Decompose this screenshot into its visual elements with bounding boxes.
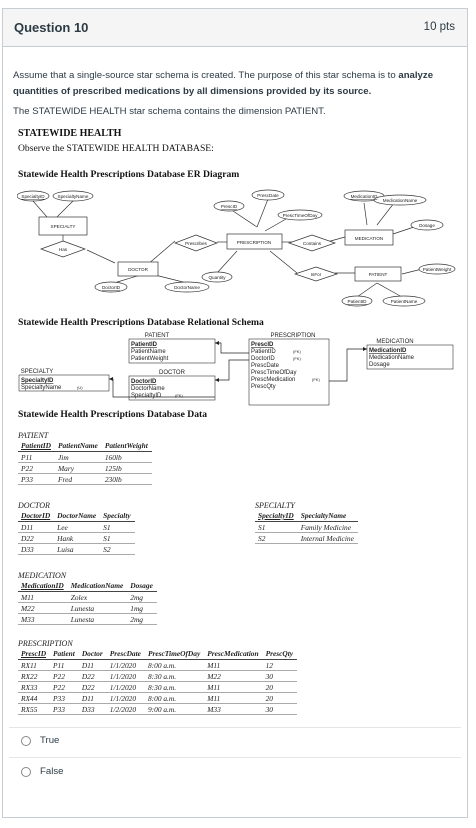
prompt-bold-analyze: analyze bbox=[398, 70, 434, 81]
table-row bbox=[18, 682, 297, 693]
svg-text:SpecialtyID: SpecialtyID bbox=[21, 378, 54, 384]
table-header: PrescID bbox=[18, 648, 50, 660]
table-header: PrescDate bbox=[107, 648, 145, 660]
table-header: SpecialtyName bbox=[298, 510, 358, 522]
svg-text:SPECIALTY: SPECIALTY bbox=[20, 369, 54, 375]
table-cell: M11 bbox=[204, 693, 262, 704]
table-cell: D11 bbox=[18, 522, 54, 533]
svg-text:PatientWeight: PatientWeight bbox=[422, 267, 452, 272]
table-cell: RX55 bbox=[18, 704, 50, 715]
table-cell: 8:30 a.m. bbox=[145, 682, 204, 693]
svg-text:MedicationName: MedicationName bbox=[382, 198, 418, 203]
svg-text:PrescDate: PrescDate bbox=[257, 193, 279, 198]
prescription-table-block bbox=[18, 639, 297, 715]
table-cell: M22 bbox=[18, 603, 68, 614]
answer-option-false[interactable] bbox=[21, 766, 63, 777]
svg-text:DoctorName: DoctorName bbox=[131, 386, 165, 392]
relational-schema-title: Statewide Health Prescriptions Database Relational Schema bbox=[18, 317, 264, 328]
patient-table-caption: PATIENT bbox=[18, 431, 49, 440]
specialty-table-caption: SPECIALTY bbox=[255, 501, 295, 510]
table-row bbox=[18, 671, 297, 682]
table-row bbox=[18, 474, 152, 485]
svg-text:SpecialtyID: SpecialtyID bbox=[131, 393, 162, 399]
table-row bbox=[18, 533, 135, 544]
answer-option-true[interactable] bbox=[21, 735, 59, 746]
table-cell: Fred bbox=[55, 474, 102, 485]
figure-heading: STATEWIDE HEALTH bbox=[18, 128, 122, 139]
table-cell: Lee bbox=[54, 522, 100, 533]
table-cell: Mary bbox=[55, 463, 102, 474]
svg-text:PatientWeight: PatientWeight bbox=[131, 356, 169, 362]
svg-text:(FK): (FK) bbox=[312, 377, 320, 382]
table-cell: Internal Medicine bbox=[298, 533, 358, 544]
relational-schema bbox=[17, 331, 457, 407]
svg-text:(FK): (FK) bbox=[293, 356, 301, 361]
table-cell: P33 bbox=[50, 693, 79, 704]
medication-table bbox=[18, 580, 157, 625]
figure-subheading: Observe the STATEWIDE HEALTH DATABASE: bbox=[18, 143, 214, 154]
table-cell: D22 bbox=[18, 533, 54, 544]
specialty-table bbox=[255, 510, 358, 544]
table-header: SpecialtyID bbox=[255, 510, 298, 522]
doctor-table bbox=[18, 510, 135, 555]
question-points: 10 pts bbox=[423, 21, 455, 33]
svg-text:PATIENT: PATIENT bbox=[368, 272, 388, 277]
table-header: PrescMedication bbox=[204, 648, 262, 660]
table-row bbox=[18, 452, 152, 463]
doctor-table-block bbox=[18, 501, 135, 555]
table-cell: D22 bbox=[79, 682, 107, 693]
table-cell: P11 bbox=[50, 660, 79, 671]
question-title: Question 10 bbox=[14, 20, 89, 35]
answer-label-false: False bbox=[40, 766, 64, 777]
table-cell: 8:00 a.m. bbox=[145, 660, 204, 671]
svg-text:MEDICATION: MEDICATION bbox=[354, 236, 384, 241]
table-row bbox=[18, 544, 135, 555]
svg-text:Dosage: Dosage bbox=[419, 223, 435, 228]
answer-divider bbox=[9, 757, 461, 758]
table-cell: M33 bbox=[18, 614, 68, 625]
specialty-table-block bbox=[255, 501, 358, 544]
answer-label-true: True bbox=[40, 735, 60, 746]
table-cell: 1/1/2020 bbox=[107, 693, 145, 704]
data-title: Statewide Health Prescriptions Database Data bbox=[18, 409, 208, 420]
svg-text:(U): (U) bbox=[77, 385, 83, 390]
patient-table-block bbox=[18, 431, 152, 485]
table-cell: P33 bbox=[18, 474, 55, 485]
table-row bbox=[255, 522, 358, 533]
table-header: PatientName bbox=[55, 440, 102, 452]
table-cell: P33 bbox=[50, 704, 79, 715]
table-cell: 30 bbox=[263, 704, 298, 715]
table-header: PatientID bbox=[18, 440, 55, 452]
table-cell: D11 bbox=[79, 660, 107, 671]
table-cell: 1mg bbox=[127, 603, 157, 614]
table-cell: RX11 bbox=[18, 660, 50, 671]
table-header: DoctorID bbox=[18, 510, 54, 522]
er-diagram-title: Statewide Health Prescriptions Database ER Diagram bbox=[18, 169, 240, 180]
table-cell: RX22 bbox=[18, 671, 50, 682]
table-row bbox=[18, 614, 157, 625]
svg-text:DOCTOR: DOCTOR bbox=[159, 370, 185, 376]
table-cell: Jim bbox=[55, 452, 102, 463]
table-row bbox=[18, 704, 297, 715]
svg-text:Prescribes: Prescribes bbox=[185, 241, 207, 246]
table-cell: 9:00 a.m. bbox=[145, 704, 204, 715]
table-cell: 2mg bbox=[127, 614, 157, 625]
svg-text:PrescQty: PrescQty bbox=[251, 384, 276, 390]
table-cell: M11 bbox=[204, 660, 262, 671]
table-cell: 125lb bbox=[102, 463, 152, 474]
svg-text:Contains: Contains bbox=[302, 241, 322, 246]
table-cell: M33 bbox=[204, 704, 262, 715]
table-cell: 1/1/2020 bbox=[107, 660, 145, 671]
table-header: Dosage bbox=[127, 580, 157, 592]
table-cell: S1 bbox=[100, 522, 135, 533]
svg-text:Dosage: Dosage bbox=[369, 362, 390, 368]
table-row bbox=[18, 693, 297, 704]
svg-text:MEDICATION: MEDICATION bbox=[376, 339, 414, 345]
svg-text:Quantity: Quantity bbox=[208, 275, 226, 280]
svg-text:PRESCRIPTION: PRESCRIPTION bbox=[236, 240, 272, 245]
table-cell: S1 bbox=[100, 533, 135, 544]
prompt-bold-rest: quantities of prescribed medications by all dimensions provided by its source. bbox=[13, 86, 372, 97]
table-header: Specialty bbox=[100, 510, 135, 522]
table-cell: 230lb bbox=[102, 474, 152, 485]
medication-table-block bbox=[18, 571, 157, 625]
table-cell: 1/1/2020 bbox=[107, 682, 145, 693]
svg-text:IsFor: IsFor bbox=[310, 272, 322, 277]
table-row bbox=[18, 463, 152, 474]
svg-text:PatientID: PatientID bbox=[131, 342, 158, 348]
svg-text:DoctorID: DoctorID bbox=[251, 356, 275, 362]
answer-divider bbox=[9, 727, 461, 728]
prompt-text: Assume that a single-source star schema is created. The purpose of this star schema is to bbox=[13, 70, 399, 81]
table-header: PrescTimeOfDay bbox=[145, 648, 204, 660]
prescription-table bbox=[18, 648, 297, 715]
table-cell: M22 bbox=[204, 671, 262, 682]
table-cell: Lunesta bbox=[68, 614, 128, 625]
table-cell: RX33 bbox=[18, 682, 50, 693]
table-cell: P22 bbox=[18, 463, 55, 474]
table-row bbox=[255, 533, 358, 544]
radio-false[interactable] bbox=[21, 767, 31, 777]
svg-text:PrescID: PrescID bbox=[220, 204, 238, 209]
table-cell: 30 bbox=[263, 671, 298, 682]
svg-text:SpecialtyName: SpecialtyName bbox=[21, 385, 62, 391]
table-cell: Zolex bbox=[68, 592, 128, 603]
er-diagram bbox=[17, 187, 457, 313]
table-cell: M11 bbox=[18, 592, 68, 603]
table-cell: 8:30 a.m. bbox=[145, 671, 204, 682]
svg-text:PatientID: PatientID bbox=[347, 299, 367, 304]
medication-table-caption: MEDICATION bbox=[18, 571, 67, 580]
table-header: Patient bbox=[50, 648, 79, 660]
table-cell: 1/2/2020 bbox=[107, 704, 145, 715]
table-cell: D22 bbox=[79, 671, 107, 682]
svg-text:DOCTOR: DOCTOR bbox=[128, 267, 148, 272]
table-cell: RX44 bbox=[18, 693, 50, 704]
svg-text:SPECIALTY: SPECIALTY bbox=[50, 224, 76, 229]
svg-text:PrescTimeOfDay: PrescTimeOfDay bbox=[251, 370, 297, 376]
table-cell: S1 bbox=[255, 522, 298, 533]
table-cell: D33 bbox=[18, 544, 54, 555]
table-cell: Hank bbox=[54, 533, 100, 544]
table-row bbox=[18, 522, 135, 533]
question-statement: The STATEWIDE HEALTH star schema contains the dimension PATIENT. bbox=[13, 106, 326, 117]
svg-text:DoctorName: DoctorName bbox=[174, 285, 200, 290]
svg-text:MedicationName: MedicationName bbox=[369, 355, 415, 361]
table-row bbox=[18, 603, 157, 614]
table-cell: 20 bbox=[263, 682, 298, 693]
table-header: PrescQty bbox=[263, 648, 298, 660]
svg-text:SpecialtyID: SpecialtyID bbox=[21, 194, 45, 199]
question-header bbox=[3, 9, 467, 47]
table-cell: 20 bbox=[263, 693, 298, 704]
svg-text:PrescMedication: PrescMedication bbox=[251, 377, 296, 383]
table-cell: 2mg bbox=[127, 592, 157, 603]
table-cell: M11 bbox=[204, 682, 262, 693]
table-header: DoctorName bbox=[54, 510, 100, 522]
svg-text:PatientID: PatientID bbox=[251, 349, 276, 355]
table-header: Doctor bbox=[79, 648, 107, 660]
svg-text:SpecialtyName: SpecialtyName bbox=[57, 194, 89, 199]
table-cell: 12 bbox=[263, 660, 298, 671]
table-cell: 160lb bbox=[102, 452, 152, 463]
svg-text:PrescID: PrescID bbox=[251, 342, 274, 348]
svg-text:PatientName: PatientName bbox=[131, 349, 166, 355]
svg-text:DoctorID: DoctorID bbox=[101, 285, 121, 290]
svg-text:PrescTimeOfDay: PrescTimeOfDay bbox=[282, 213, 318, 218]
svg-text:Has: Has bbox=[58, 247, 68, 252]
table-cell: P11 bbox=[18, 452, 55, 463]
svg-text:MedicationID: MedicationID bbox=[350, 194, 378, 199]
svg-text:DoctorID: DoctorID bbox=[131, 379, 157, 385]
patient-table bbox=[18, 440, 152, 485]
radio-true[interactable] bbox=[21, 736, 31, 746]
svg-text:PATIENT: PATIENT bbox=[144, 333, 170, 339]
svg-text:(FK): (FK) bbox=[293, 349, 301, 354]
svg-text:PrescDate: PrescDate bbox=[251, 363, 280, 369]
table-cell: D11 bbox=[79, 693, 107, 704]
table-cell: S2 bbox=[255, 533, 298, 544]
doctor-table-caption: DOCTOR bbox=[18, 501, 50, 510]
table-cell: P22 bbox=[50, 682, 79, 693]
svg-text:PRESCRIPTION: PRESCRIPTION bbox=[270, 333, 316, 339]
table-cell: Lunesta bbox=[68, 603, 128, 614]
table-header: PatientWeight bbox=[102, 440, 152, 452]
table-cell: Luisa bbox=[54, 544, 100, 555]
question-prompt bbox=[13, 68, 453, 100]
table-cell: P22 bbox=[50, 671, 79, 682]
question-card bbox=[2, 8, 468, 818]
table-header: MedicationID bbox=[18, 580, 68, 592]
svg-text:PatientName: PatientName bbox=[390, 299, 418, 304]
table-row bbox=[18, 660, 297, 671]
prescription-table-caption: PRESCRIPTION bbox=[18, 639, 73, 648]
table-cell: D33 bbox=[79, 704, 107, 715]
table-cell: Family Medicine bbox=[298, 522, 358, 533]
svg-text:MedicationID: MedicationID bbox=[369, 348, 407, 354]
table-cell: S2 bbox=[100, 544, 135, 555]
table-cell: 1/1/2020 bbox=[107, 671, 145, 682]
table-header: MedicationName bbox=[68, 580, 128, 592]
table-cell: 8:00 a.m. bbox=[145, 693, 204, 704]
svg-text:(FK): (FK) bbox=[175, 393, 183, 398]
table-row bbox=[18, 592, 157, 603]
